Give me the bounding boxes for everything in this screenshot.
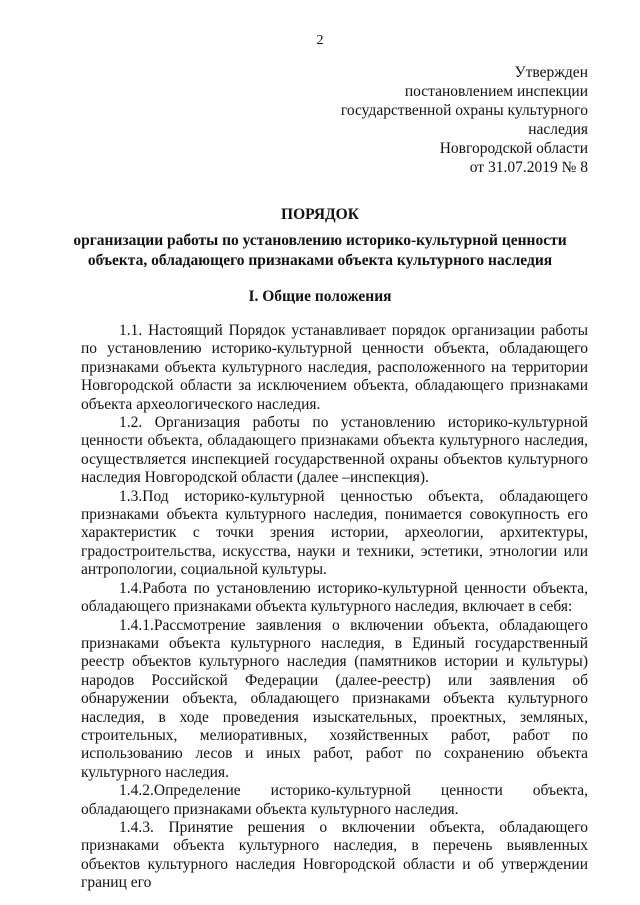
approval-line: Утвержден [514, 64, 588, 81]
paragraph: 1.4.2.Определение историко-культурной ценности объекта, обладающего признаками объекта культурного наследия. [81, 782, 588, 818]
section-heading: I. Общие положения [248, 288, 392, 305]
paragraph: 1.4.3. Принятие решения о включении объекта, обладающего признаками объекта культурного наследия, в перечень выявленных объектов культурного наследия Новгородской области и об утверждении границ его [81, 818, 588, 892]
approval-line: государственной охраны культурного [340, 102, 588, 119]
body-text [81, 322, 588, 893]
page-number: 2 [316, 33, 324, 48]
paragraph: 1.1. Настоящий Порядок устанавливает порядок организации работы по установлению историко-культурной ценности объекта, обладающего признаками объекта культурного наследия, расположенного на территории Новгородской области за исключением объекта, обладающего признаками объекта археологического наследия. [81, 322, 588, 413]
document-title [0, 205, 640, 271]
paragraph: 1.2. Организация работы по установлению историко-культурной ценности объекта, обладающего признаками объекта культурного наследия, осуществляется инспекцией государственной охраны объектов культурного наследия Новгородской области (далее –инспекция). [81, 414, 588, 487]
approval-line: постановлением инспекции [404, 83, 588, 100]
paragraph: 1.4.Работа по установлению историко-культурной ценности объекта, обладающего признаками объекта культурного наследия, включает в себя: [81, 579, 588, 616]
approval-line: от 31.07.2019 № 8 [469, 159, 588, 176]
approval-line: Новгородской области [439, 140, 588, 157]
approval-block [341, 63, 588, 177]
approval-line: наследия [528, 121, 588, 138]
title-main: ПОРЯДОК [281, 206, 359, 223]
paragraph: 1.3.Под историко-культурной ценностью объекта, обладающего признаками объекта культурного наследия, понимается совокупность его характеристик с точки зрения истории, археологии, архитектуры, градостроительства, искусства, науки и техники, эстетики, этнологии или антропологии, социальной культуры. [81, 487, 588, 579]
paragraph: 1.4.1.Рассмотрение заявления о включении объекта, обладающего признаками объекта культурного наследия, в Единый государственный реестр объектов культурного наследия (памятников истории и культуры) народов Российской Федерации (далее-реестр) или заявления об обнаружении объекта, обладающего признаками объекта культурного наследия, в ходе проведения изыскательных, проектных, земляных, строительных, мелиоративных, хозяйственных работ, работ по использованию лесов и иных работ, работ по сохранению объекта культурного наследия. [81, 616, 588, 781]
title-subtitle-line: организации работы по установлению историко-культурной ценности [73, 232, 567, 249]
title-subtitle-line: объекта, обладающего признаками объекта культурного наследия [87, 252, 553, 269]
